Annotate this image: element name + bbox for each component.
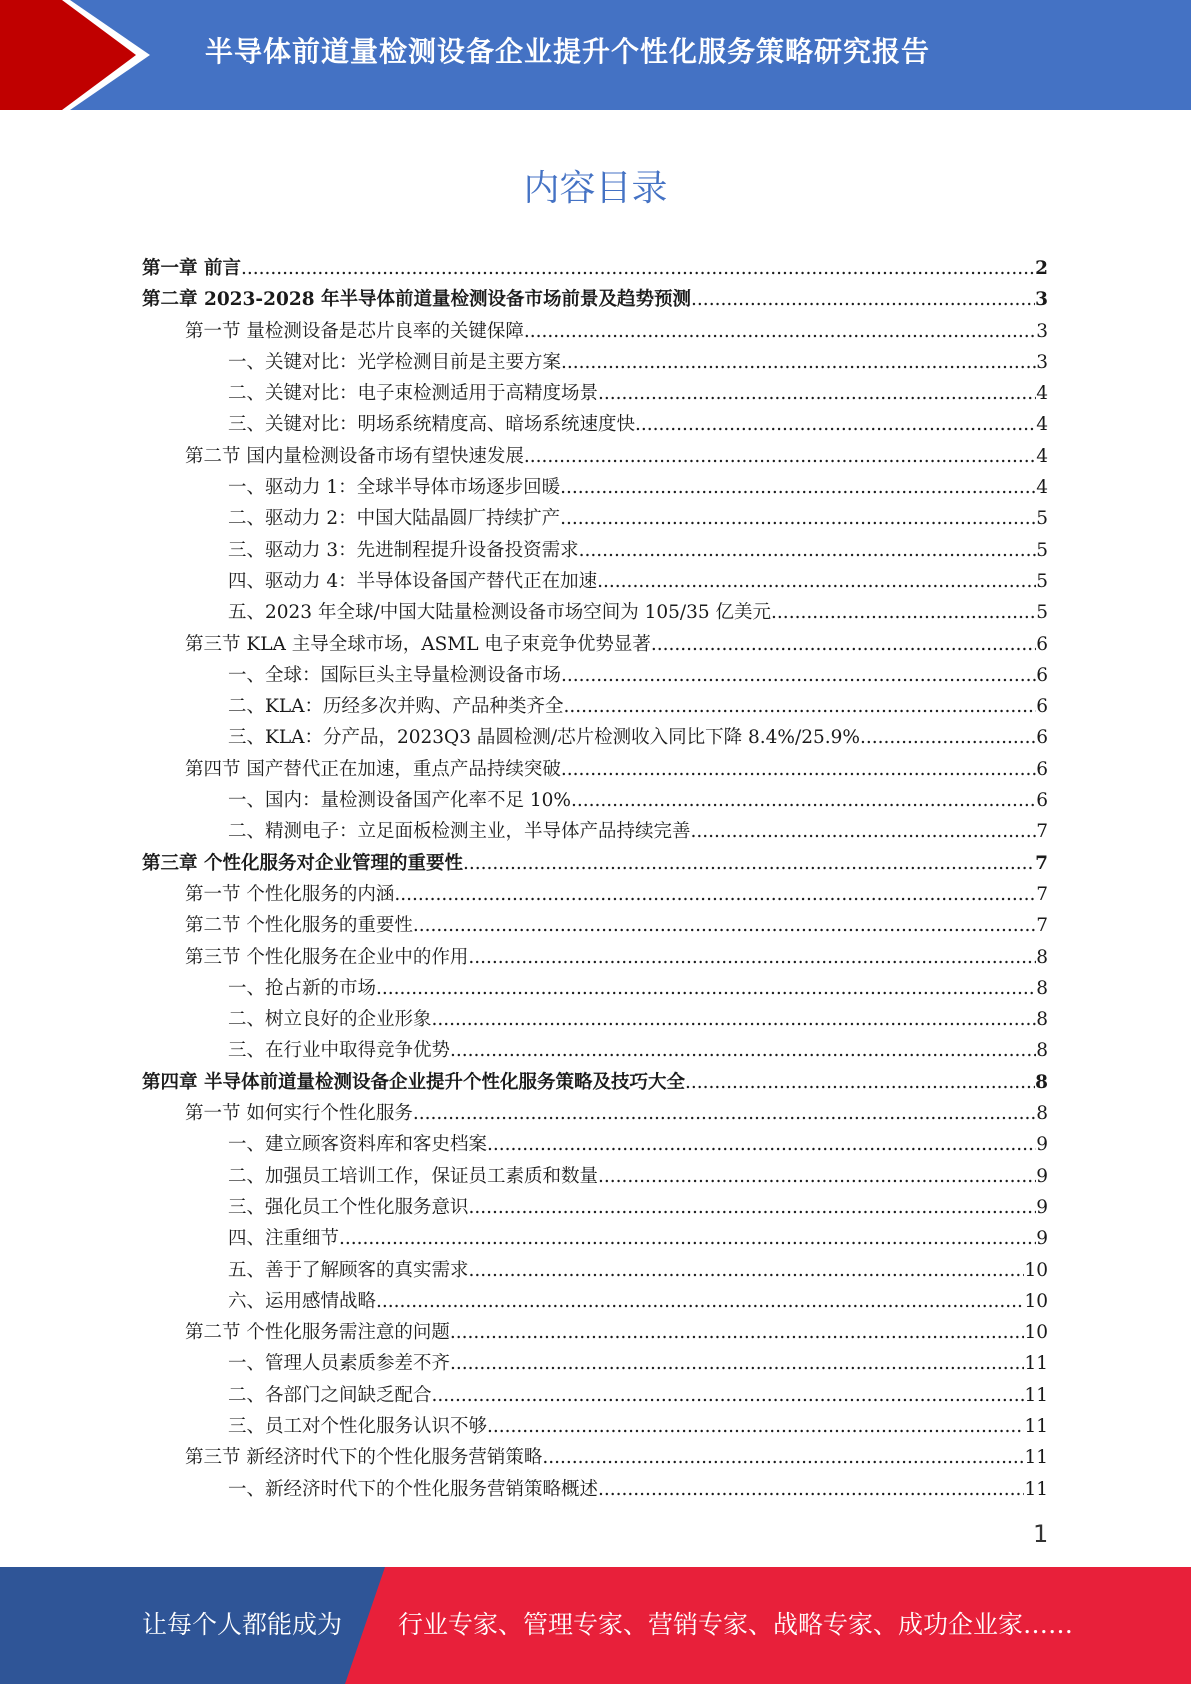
toc-entry[interactable] — [142, 816, 1048, 847]
toc-entry-title: 第一章 前言 — [142, 258, 241, 279]
toc-entry-title: 二、加强员工培训工作，保证员工素质和数量 — [228, 1165, 599, 1187]
toc-entry-page: 5 — [1036, 539, 1048, 561]
toc-entry-title: 一、管理人员素质参差不齐 — [228, 1353, 451, 1375]
toc-dot-leader — [469, 1192, 1037, 1223]
toc-entry[interactable] — [142, 973, 1048, 1004]
toc-entry[interactable] — [142, 660, 1048, 691]
toc-entry[interactable] — [142, 347, 1048, 378]
toc-entry-page: 3 — [1036, 320, 1048, 342]
toc-dot-leader — [597, 566, 1036, 597]
toc-dot-leader — [524, 441, 1036, 472]
toc-entry[interactable] — [142, 910, 1048, 941]
toc-entry-title: 三、关键对比：明场系统精度高、暗场系统速度快 — [228, 414, 636, 436]
toc-dot-leader — [432, 1380, 1025, 1411]
toc-entry-page: 11 — [1024, 1478, 1048, 1500]
toc-entry-title: 五、善于了解顾客的真实需求 — [228, 1259, 469, 1281]
toc-entry[interactable] — [142, 1035, 1048, 1066]
footer-slogan-right: 行业专家、管理专家、营销专家、战略专家、成功企业家…… — [398, 1610, 1074, 1639]
toc-entry[interactable] — [142, 848, 1048, 879]
toc-dot-leader — [561, 754, 1036, 785]
toc-entry-page: 8 — [1036, 1040, 1048, 1062]
toc-entry-page: 10 — [1024, 1259, 1048, 1281]
toc-entry-page: 7 — [1036, 883, 1048, 905]
toc-dot-leader — [561, 660, 1036, 691]
toc-entry[interactable] — [142, 566, 1048, 597]
toc-entry-page: 6 — [1036, 758, 1048, 780]
toc-dot-leader — [450, 1348, 1024, 1379]
toc-entry[interactable] — [142, 1192, 1048, 1223]
toc-entry-page: 11 — [1024, 1353, 1048, 1375]
toc-entry[interactable] — [142, 597, 1048, 628]
toc-dot-leader — [376, 973, 1036, 1004]
toc-entry[interactable] — [142, 409, 1048, 440]
toc-entry-title: 三、KLA：分产品，2023Q3 晶圆检测/芯片检测收入同比下降 8.4%/25.9% — [228, 727, 860, 749]
toc-entry[interactable] — [142, 253, 1048, 284]
toc-entry-title: 二、各部门之间缺乏配合 — [228, 1384, 432, 1406]
toc-dot-leader — [241, 253, 1035, 284]
toc-entry-page: 6 — [1036, 727, 1048, 749]
toc-entry[interactable] — [142, 1474, 1048, 1505]
toc-dot-leader — [413, 910, 1036, 941]
toc-entry[interactable] — [142, 1255, 1048, 1286]
toc-dot-leader — [524, 316, 1036, 347]
toc-entry-page: 4 — [1036, 477, 1048, 499]
toc-dot-leader — [394, 879, 1036, 910]
toc-entry[interactable] — [142, 1223, 1048, 1254]
toc-entry-page: 8 — [1036, 1103, 1048, 1125]
toc-entry-page: 5 — [1036, 570, 1048, 592]
toc-dot-leader — [771, 597, 1036, 628]
toc-entry-title: 一、国内：量检测设备国产化率不足 10% — [228, 790, 572, 812]
toc-entry[interactable] — [142, 503, 1048, 534]
toc-entry-title: 三、强化员工个性化服务意识 — [228, 1196, 469, 1218]
toc-entry-page: 6 — [1036, 790, 1048, 812]
toc-list — [142, 253, 1048, 1505]
toc-entry[interactable] — [142, 879, 1048, 910]
toc-entry-page: 4 — [1036, 445, 1048, 467]
toc-dot-leader — [432, 1004, 1037, 1035]
toc-entry-title: 二、精测电子：立足面板检测主业，半导体产品持续完善 — [228, 821, 691, 843]
toc-entry-page: 8 — [1035, 1071, 1048, 1093]
toc-entry[interactable] — [142, 1442, 1048, 1473]
toc-entry-page: 5 — [1036, 508, 1048, 530]
toc-entry-page: 5 — [1036, 602, 1048, 624]
toc-entry-title: 第三章 个性化服务对企业管理的重要性 — [142, 852, 463, 874]
toc-entry-title: 第二节 个性化服务的重要性 — [185, 915, 413, 937]
toc-entry[interactable] — [142, 785, 1048, 816]
toc-dot-leader — [468, 942, 1036, 973]
toc-entry-page: 11 — [1024, 1415, 1048, 1437]
toc-entry[interactable] — [142, 1348, 1048, 1379]
footer-slogan-left: 让每个人都能成为 — [142, 1610, 343, 1639]
header-chevron-graphic — [0, 0, 150, 110]
toc-entry-title: 二、树立良好的企业形象 — [228, 1009, 432, 1031]
toc-dot-leader — [635, 409, 1036, 440]
toc-dot-leader — [563, 691, 1036, 722]
toc-entry[interactable] — [142, 1317, 1048, 1348]
toc-entry-title: 第一节 如何实行个性化服务 — [185, 1103, 413, 1125]
toc-entry-title: 四、驱动力 4：半导体设备国产替代正在加速 — [228, 570, 598, 592]
header-band — [0, 0, 1191, 110]
toc-dot-leader — [560, 503, 1036, 534]
toc-entry-page: 8 — [1036, 946, 1048, 968]
toc-entry-page: 8 — [1036, 977, 1048, 999]
toc-entry[interactable] — [142, 1286, 1048, 1317]
toc-entry[interactable] — [142, 629, 1048, 660]
toc-entry-title: 第三节 KLA 主导全球市场，ASML 电子束竞争优势显著 — [185, 633, 651, 655]
toc-entry-title: 三、驱动力 3：先进制程提升设备投资需求 — [228, 539, 579, 561]
toc-dot-leader — [691, 816, 1037, 847]
toc-entry-title: 一、新经济时代下的个性化服务营销策略概述 — [228, 1478, 599, 1500]
toc-entry[interactable] — [142, 1411, 1048, 1442]
page-number: 1 — [1033, 1520, 1049, 1548]
toc-entry-title: 第二节 个性化服务需注意的问题 — [185, 1322, 450, 1344]
toc-entry[interactable] — [142, 1161, 1048, 1192]
toc-dot-leader — [860, 722, 1036, 753]
toc-entry-title: 一、驱动力 1：全球半导体市场逐步回暖 — [228, 477, 561, 499]
toc-entry-page: 9 — [1036, 1165, 1048, 1187]
toc-dot-leader — [450, 1317, 1025, 1348]
toc-entry-page: 4 — [1036, 414, 1048, 436]
toc-dot-leader — [560, 472, 1036, 503]
toc-entry-page: 6 — [1036, 633, 1048, 655]
toc-entry-page: 7 — [1036, 821, 1048, 843]
toc-entry[interactable] — [142, 722, 1048, 753]
toc-entry[interactable] — [142, 316, 1048, 347]
toc-entry[interactable] — [142, 378, 1048, 409]
toc-dot-leader — [598, 1474, 1024, 1505]
toc-entry-page: 6 — [1036, 696, 1048, 718]
toc-entry[interactable] — [142, 1380, 1048, 1411]
toc-entry-page: 3 — [1036, 351, 1048, 373]
toc-dot-leader — [413, 1098, 1036, 1129]
toc-dot-leader — [339, 1223, 1036, 1254]
toc-dot-leader — [579, 535, 1037, 566]
toc-entry-page: 9 — [1036, 1196, 1048, 1218]
toc-entry-title: 一、建立顾客资料库和客史档案 — [228, 1134, 488, 1156]
toc-entry-title: 四、注重细节 — [228, 1228, 340, 1250]
toc-dot-leader — [571, 785, 1036, 816]
toc-dot-leader — [542, 1442, 1024, 1473]
toc-entry-title: 二、驱动力 2：中国大陆晶圆厂持续扩产 — [228, 508, 561, 530]
toc-entry-title: 第四节 国产替代正在加速，重点产品持续突破 — [185, 758, 561, 780]
toc-dot-leader — [685, 1067, 1035, 1098]
chevron-red — [0, 0, 136, 110]
toc-dot-leader — [450, 1035, 1036, 1066]
toc-entry-page: 9 — [1036, 1134, 1048, 1156]
toc-entry[interactable] — [142, 1067, 1048, 1098]
toc-entry[interactable] — [142, 1098, 1048, 1129]
toc-entry-title: 二、KLA：历经多次并购、产品种类齐全 — [228, 696, 564, 718]
toc-entry[interactable] — [142, 472, 1048, 503]
toc-heading: 内容目录 — [523, 168, 668, 209]
toc-entry[interactable] — [142, 754, 1048, 785]
toc-entry-title: 二、关键对比：电子束检测适用于高精度场景 — [228, 383, 599, 405]
toc-entry-title: 第二节 国内量检测设备市场有望快速发展 — [185, 445, 524, 467]
toc-entry-page: 7 — [1035, 852, 1048, 874]
toc-entry-title: 六、运用感情战略 — [228, 1290, 377, 1312]
toc-dot-leader — [376, 1286, 1024, 1317]
toc-entry-page: 4 — [1036, 383, 1048, 405]
toc-entry-title: 五、2023 年全球/中国大陆量检测设备市场空间为 105/35 亿美元 — [228, 602, 772, 624]
toc-dot-leader — [651, 629, 1036, 660]
toc-entry-page: 3 — [1035, 289, 1048, 311]
toc-dot-leader — [463, 848, 1035, 879]
toc-dot-leader — [561, 347, 1036, 378]
toc-dot-leader — [598, 1161, 1036, 1192]
toc-entry-title: 一、全球：国际巨头主导量检测设备市场 — [228, 664, 562, 686]
footer-band — [0, 1567, 1191, 1684]
toc-entry-page: 10 — [1024, 1290, 1048, 1312]
toc-entry[interactable] — [142, 942, 1048, 973]
toc-entry-page: 6 — [1036, 664, 1048, 686]
toc-entry-title: 一、抢占新的市场 — [228, 977, 377, 999]
toc-entry-page: 8 — [1036, 1009, 1048, 1031]
toc-entry[interactable] — [142, 441, 1048, 472]
toc-entry[interactable] — [142, 1129, 1048, 1160]
toc-dot-leader — [469, 1255, 1025, 1286]
toc-dot-leader — [691, 284, 1035, 315]
toc-entry[interactable] — [142, 284, 1048, 315]
toc-entry-title: 第四章 半导体前道量检测设备企业提升个性化服务策略及技巧大全 — [142, 1071, 685, 1093]
toc-entry-title: 第三节 新经济时代下的个性化服务营销策略 — [185, 1447, 543, 1469]
toc-entry-title: 三、员工对个性化服务认识不够 — [228, 1415, 488, 1437]
toc-entry-title: 第一节 量检测设备是芯片良率的关键保障 — [185, 320, 524, 342]
toc-entry-title: 一、关键对比：光学检测目前是主要方案 — [228, 351, 562, 373]
toc-entry-page: 7 — [1036, 915, 1048, 937]
toc-entry[interactable] — [142, 535, 1048, 566]
toc-entry-page: 11 — [1024, 1447, 1048, 1469]
toc-dot-leader — [487, 1411, 1024, 1442]
toc-entry-page: 2 — [1035, 258, 1048, 279]
report-title: 半导体前道量检测设备企业提升个性化服务策略研究报告 — [205, 35, 931, 68]
toc-entry-page: 11 — [1024, 1384, 1048, 1406]
toc-dot-leader — [487, 1129, 1036, 1160]
toc-entry-title: 第三节 个性化服务在企业中的作用 — [185, 946, 469, 968]
toc-entry[interactable] — [142, 691, 1048, 722]
toc-entry-page: 10 — [1024, 1322, 1048, 1344]
toc-entry-title: 第一节 个性化服务的内涵 — [185, 883, 395, 905]
toc-entry[interactable] — [142, 1004, 1048, 1035]
toc-entry-title: 三、在行业中取得竞争优势 — [228, 1040, 451, 1062]
toc-entry-title: 第二章 2023-2028 年半导体前道量检测设备市场前景及趋势预测 — [142, 289, 692, 311]
toc-dot-leader — [598, 378, 1036, 409]
toc-entry-page: 9 — [1036, 1228, 1048, 1250]
